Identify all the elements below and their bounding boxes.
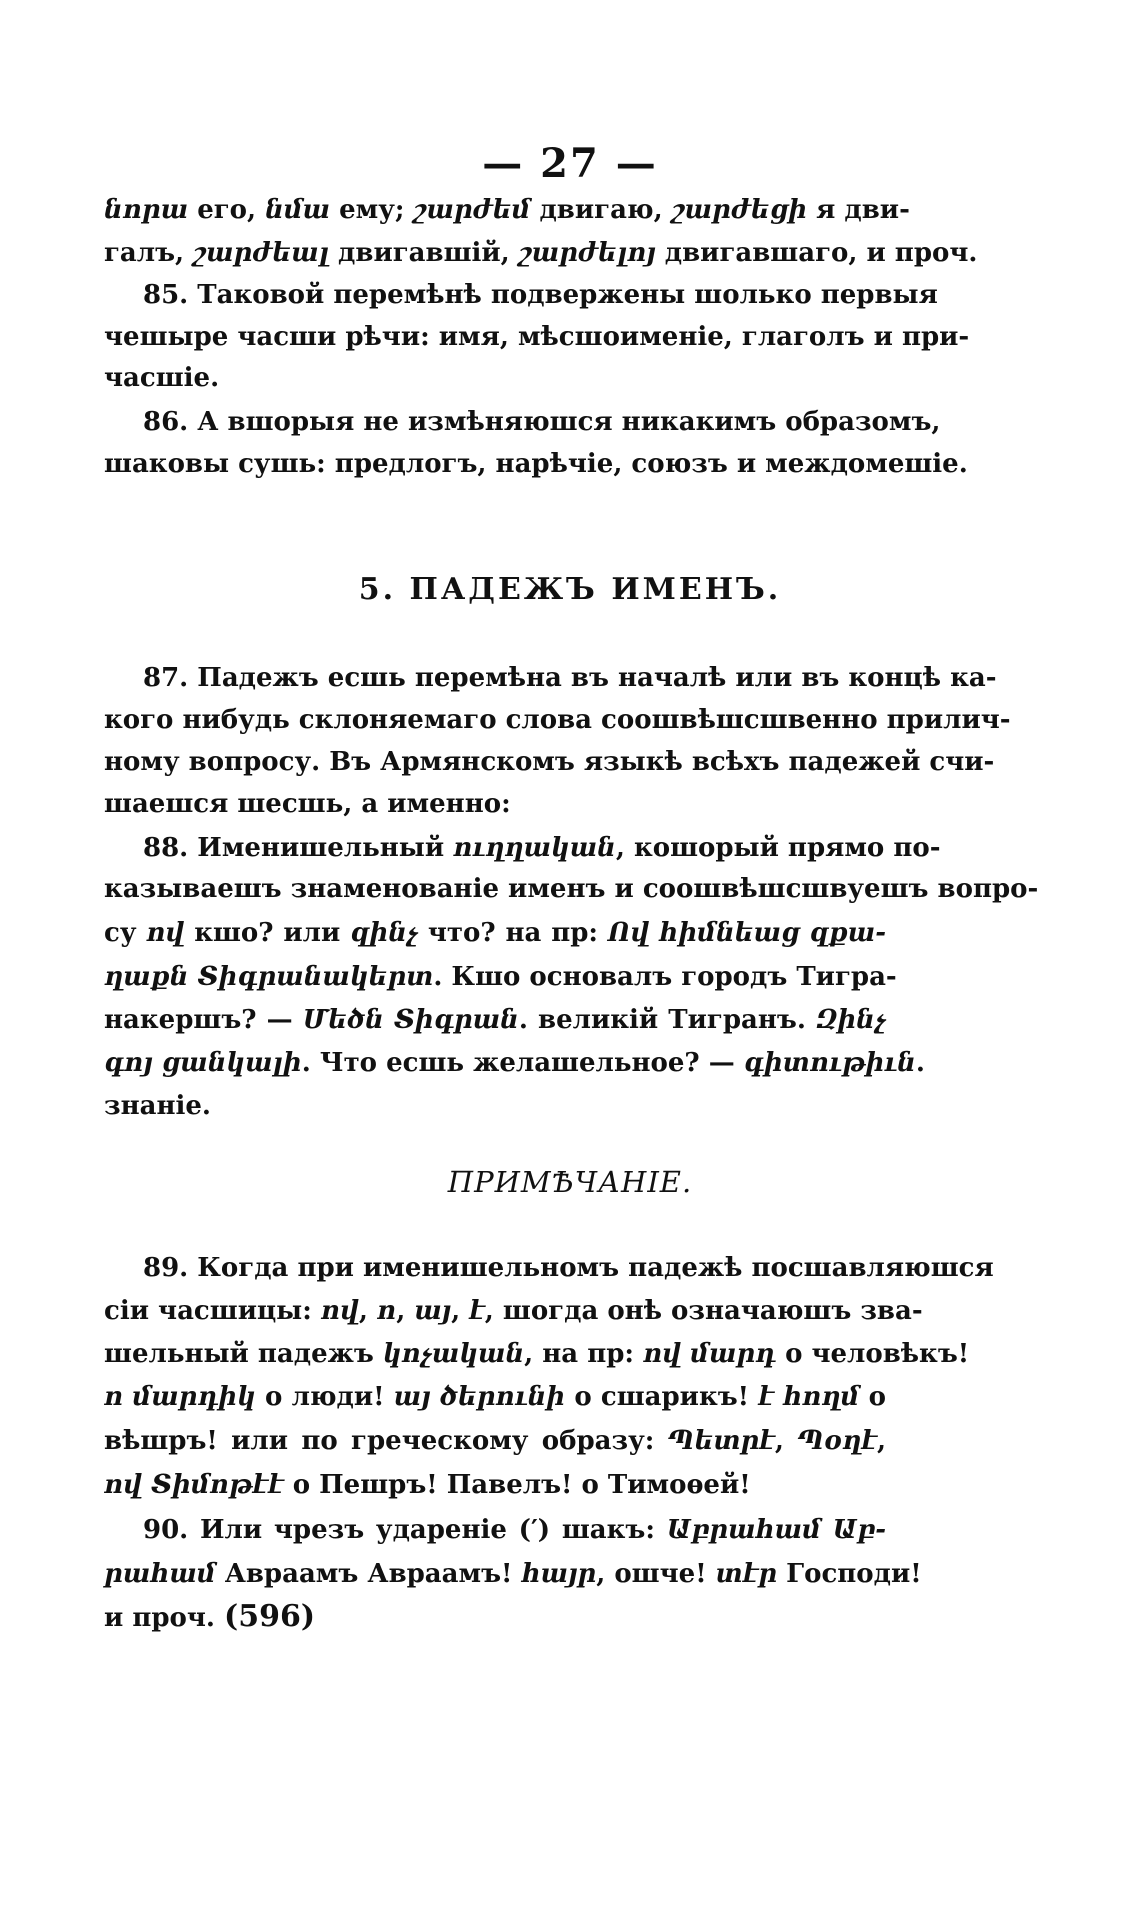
text-line [104,916,886,950]
paragraph-85-line: 85. Таковой перемѣнѣ подвержены шолько первыя [143,280,938,310]
text-line [104,193,910,227]
armenian-word: զինչ [350,918,419,948]
text-line [104,1294,923,1328]
text-fragment: . Кшо основалъ городъ Тигра- [433,962,897,992]
armenian-word: այ [414,1296,452,1326]
text-fragment: шельный падежъ [104,1339,383,1369]
text-line: ному вопросу. Въ Армянскомъ языкѣ всѣхъ падежей счи- [104,747,995,777]
text-line: казываешъ знаменованіе именъ и соошвѣшсшвуешъ вопро- [104,874,1039,904]
text-line: часшіе. [104,363,220,393]
armenian-word: ղաքն Տիգրանակերտ [104,962,434,992]
armenian-word: ո [377,1296,397,1326]
armenian-word: նորա [104,195,189,225]
section-heading: 5. ПАДЕЖЪ ИМЕНЪ. [358,572,782,607]
armenian-word: շարժեալ [193,238,329,268]
text-fragment: накершъ? — [104,1005,303,1035]
text-fragment: , [876,1426,886,1456]
armenian-word: ո մարդիկ [104,1382,256,1412]
text-fragment: , [358,1296,378,1326]
text-line: знаніе. [104,1091,211,1121]
text-fragment: и проч. [104,1603,225,1633]
text-line [104,1468,886,1502]
text-fragment: что? на пр: [418,918,608,948]
text-fragment: галъ, [104,238,194,268]
armenian-word: շարժեցի [671,195,808,225]
armenian-word: ով մարդ [643,1339,777,1369]
note-heading: ПРИМѢЧАНІЕ. [447,1165,693,1199]
armenian-word: Զինչ [816,1005,886,1035]
text-fragment: я дви- [807,195,910,225]
text-line: шаешся шесшь, а именно: [104,789,511,819]
text-fragment: . Что есшь желашельное? — [301,1048,744,1078]
paragraph-89-line: 89. Когда при именишельномъ падежѣ посшавляюшся [143,1253,994,1283]
text-fragment: , на пр: [524,1339,644,1369]
armenian-word: Ով հիմնեաց զքա- [607,918,887,948]
armenian-word: շարժեմ [413,195,531,225]
text-line: кого нибудь склоняемаго слова соошвѣшсшвенно прилич- [104,705,1011,735]
armenian-word: գիտութիւն [743,1048,916,1078]
armenian-word: հայր [521,1559,597,1589]
armenian-word: Մեծն Տիգրան [302,1005,519,1035]
armenian-word: ով [320,1296,359,1326]
text-fragment: двигавшаго, и проч. [655,238,978,268]
text-fragment: Господи! [777,1559,922,1589]
text-fragment: , кошорый прямо по- [615,833,941,863]
text-fragment: двигаю, [530,195,672,225]
text-fragment: , [451,1296,470,1326]
text-fragment: кшо? или [184,918,351,948]
text-line [104,1337,970,1371]
armenian-word: է [469,1296,485,1326]
text-fragment: 88. Именишельный [143,833,454,863]
text-line [104,1380,886,1414]
page-number: — 27 — [482,140,658,187]
armenian-word: այ ծերունի [393,1382,566,1412]
page-reference: (596) [224,1599,316,1634]
armenian-word: տէր [715,1559,778,1589]
text-fragment: Авраамъ Авраамъ! [215,1559,522,1589]
text-line [104,1046,925,1080]
text-line [104,1424,886,1458]
text-fragment: о сшарикъ! [565,1382,759,1412]
armenian-word: ով [146,918,185,948]
text-fragment: , [774,1426,798,1456]
text-line [104,1557,922,1591]
text-fragment: сіи часшицы: [104,1296,321,1326]
armenian-word: րահամ [104,1559,216,1589]
text-fragment: двигавшій, [329,238,519,268]
text-fragment: о люди! [255,1382,394,1412]
text-line [104,1003,886,1037]
text-line [104,1600,886,1635]
text-fragment: . [915,1048,925,1078]
text-line: шаковы сушь: предлогъ, нарѣчіе, союзъ и междомешіе. [104,449,968,479]
text-fragment: , шогда онѣ означаюшъ зва- [484,1296,923,1326]
text-fragment: о человѣкъ! [776,1339,970,1369]
armenian-word: նմա [265,195,331,225]
armenian-word: Պետրէ [667,1426,775,1456]
paragraph-88-line [143,831,941,865]
paragraph-86-line: 86. А вшорыя не измѣняюшся никакимъ образомъ, [143,407,941,437]
text-fragment: 90. Или чрезъ удареніе (′) шакъ: [143,1515,667,1545]
text-fragment: , [396,1296,415,1326]
text-fragment: ему; [330,195,414,225]
paragraph-87-line: 87. Падежъ есшь перемѣна въ началѣ или въ концѣ ка- [143,663,997,693]
armenian-word: շարժելոյ [518,238,656,268]
armenian-word: է հողմ [758,1382,860,1412]
text-fragment: о [859,1382,887,1412]
text-line [104,960,897,994]
armenian-word: ուղղական [453,833,616,863]
text-line [104,236,978,270]
paragraph-90-line [143,1513,886,1547]
armenian-word: գոյ ցանկալի [104,1048,302,1078]
text-line: чешыре часши рѣчи: имя, мѣсшоименіе, глаголъ и при- [104,322,970,352]
armenian-word: Աբրահամ Աբ- [666,1515,886,1545]
armenian-word: Պօղէ [797,1426,877,1456]
text-fragment: о Пешръ! Павелъ! о Тимоѳей! [283,1470,751,1500]
text-fragment: вѣшръ! или по греческому образу: [104,1426,668,1456]
text-fragment: су [104,918,147,948]
armenian-word: ով Տիմոթէէ [104,1470,284,1500]
text-fragment: . великій Тигранъ. [518,1005,817,1035]
text-fragment: его, [188,195,266,225]
text-fragment: , ошче! [596,1559,716,1589]
armenian-word: կոչական [382,1339,525,1369]
